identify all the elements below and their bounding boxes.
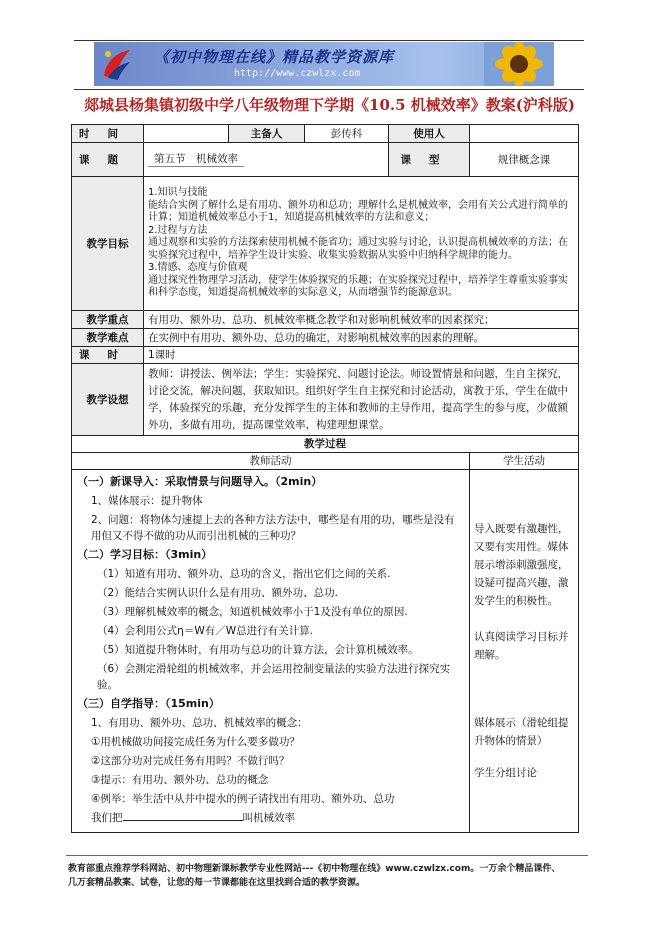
topic-label: 课题 (72, 143, 144, 177)
section-1-line-1: 1、媒体展示：提升物体 (91, 495, 203, 507)
footer-line-2: 几万套精品教案、试卷，让您的每一节课都能在这里找到合适的教学资源。 (68, 878, 366, 888)
type-value: 规律概念课 (470, 143, 579, 177)
goals-heading-2: 2.过程与方法 (148, 224, 208, 236)
banner-url[interactable]: http://www.czwlzx.com (234, 68, 361, 79)
hours-value: 1课时 (144, 347, 579, 364)
section-1-title: （一）新课导入：采取情景与问题导入。（2min） (77, 475, 323, 488)
student-activity-3: 媒体展示（滑轮组提升物体的情景） (474, 717, 569, 747)
key-label: 教学重点 (72, 311, 144, 329)
teacher-activity-cell (72, 470, 470, 833)
goals-text-2: 通过观察和实验的方法探索使用机械不能省功；通过实验与讨论，认识提高机械效率的方法；在实验探究过程中，培养学生设计实验、收集实验数据从实验中归纳科学规律的能力。 (148, 237, 568, 261)
goals-text-3: 通过探究性物理学习活动，使学生体验探究的乐趣；在实验探究过程中，培养学生尊重实验事实和科学态度，知道提高机械效率的实际意义，从而增强节约能源意识。 (148, 274, 568, 299)
topic-cell (144, 143, 389, 177)
section-1-line-2: 2、问题：将物体匀速提上去的各种方法方法中，哪些是有用的功，哪些是没有用但又不得不做的功从而引出机械的三种功？ (91, 514, 455, 542)
time-value (144, 125, 229, 143)
student-activity-2: 认真阅读学习目标并理解。 (474, 631, 569, 661)
footer-line-1: 教育部重点推荐学科网站、初中物理新课标教学专业性网站---《初中物理在线》www.czwlzx.com。一万余个精品课件、 (68, 864, 561, 874)
design-label: 教学设想 (72, 364, 144, 436)
preparer-value: 彭传科 (305, 125, 389, 143)
difficulty-value: 在实例中有用功、额外功、总功的确定，对影响机械效率的因素的理解。 (144, 329, 579, 347)
sunflower-icon (484, 42, 554, 86)
efficiency-fill-line (77, 810, 464, 826)
site-banner[interactable] (94, 42, 554, 86)
guide-item-2: ①用机械做功间接完成任务为什么要多做功？ (91, 736, 300, 748)
hours-label: 课时 (72, 347, 144, 364)
document-title: 郯城县杨集镇初级中学八年级物理下学期《10.5 机械效率》教案(沪科版) (84, 96, 575, 114)
fill-blank[interactable] (123, 810, 243, 821)
guide-item-1: 1、有用功、额外功、总功、机械效率的概念： (91, 717, 308, 729)
goals-heading-1: 1.知识与技能 (148, 187, 208, 199)
section-3-title: （三）自学指导：（15min） (77, 697, 220, 710)
goals-heading-3: 3.情感、态度与价值观 (148, 262, 248, 274)
design-value: 教师：讲授法、例举法；学生：实验探究、问题讨论法。师设置情景和问题，生自主探究，讨论交流，解决问题，获取知识。组织好学生自主探究和讨论活动，寓教于乐，学生在做中学，体验探究的乐趣，充分发挥学生的主体和教师的主导作用，提高学生的参与度，少做额外功，多做有用功，提高课堂效率，构建理想课堂。 (144, 364, 579, 436)
goal-item-4: （4）会利用公式η＝W有／W总进行有关计算. (97, 625, 313, 637)
time-label: 时间 (72, 125, 144, 143)
user-value (470, 125, 579, 143)
lesson-plan-table (71, 124, 579, 833)
goal-item-2: （2）能结合实例认识什么是有用功、额外功、总功. (97, 587, 339, 599)
header-rule-bottom (74, 89, 584, 90)
student-activity-1: 导入既要有激趣性，又要有实用性。媒体展示增添刺激强度，设疑可提高兴趣，激发学生的积极性。 (474, 523, 569, 607)
guide-item-4: ③提示：有用功、额外功、总功的概念 (91, 774, 269, 786)
goals-text-1: 能结合实例了解什么是有用功、额外功和总功；理解什么是机械效率，会用有关公式进行简单的计算；知道机械效率总小于1，知道提高机械效率的方法和意义； (148, 199, 568, 224)
goal-item-6: （6）会测定滑轮组的机械效率，并会运用控制变量法的实验方法进行探究实验。 (97, 663, 451, 691)
student-activity-cell (470, 470, 579, 833)
type-label: 课型 (389, 143, 470, 177)
student-col-header: 学生活动 (470, 453, 579, 470)
section-2-title: （二）学习目标：（3min） (77, 548, 213, 561)
page-footer (68, 862, 588, 890)
goal-item-3: （3）理解机械效率的概念，知道机械效率小于1及没有单位的原因. (97, 606, 408, 618)
key-value: 有用功、额外功、总功、机械效率概念教学和对影响机械效率的因素探究； (144, 311, 579, 329)
header-rule-top (74, 40, 584, 41)
goals-cell (144, 177, 579, 311)
goals-label: 教学目标 (72, 177, 144, 311)
fill-suffix: 叫机械效率 (242, 812, 295, 824)
preparer-label: 主备人 (229, 125, 305, 143)
site-logo-icon (100, 46, 134, 82)
student-activity-4: 学生分组讨论 (474, 767, 537, 779)
banner-title: 《初中物理在线》精品教学资源库 (154, 48, 395, 66)
teacher-col-header: 教师活动 (72, 453, 470, 470)
guide-item-5: ④例举：举生活中从井中提水的例子请找出有用功、额外功、总功 (91, 793, 395, 805)
goal-item-1: （1）知道有用功、额外功、总功的含义，指出它们之间的关系. (97, 568, 391, 580)
user-label: 使用人 (389, 125, 470, 143)
guide-item-3: ②这部分功对完成任务有用吗？不做行吗？ (91, 755, 290, 767)
footer-rule (66, 855, 588, 856)
goal-item-5: （5）知道提升物体时，有用功与总功的计算方法，会计算机械效率。 (97, 644, 419, 656)
difficulty-label: 教学难点 (72, 329, 144, 347)
process-title: 教学过程 (72, 436, 579, 453)
fill-prefix: 我们把 (91, 812, 123, 824)
topic-value: 第五节 机械效率 (148, 152, 244, 167)
